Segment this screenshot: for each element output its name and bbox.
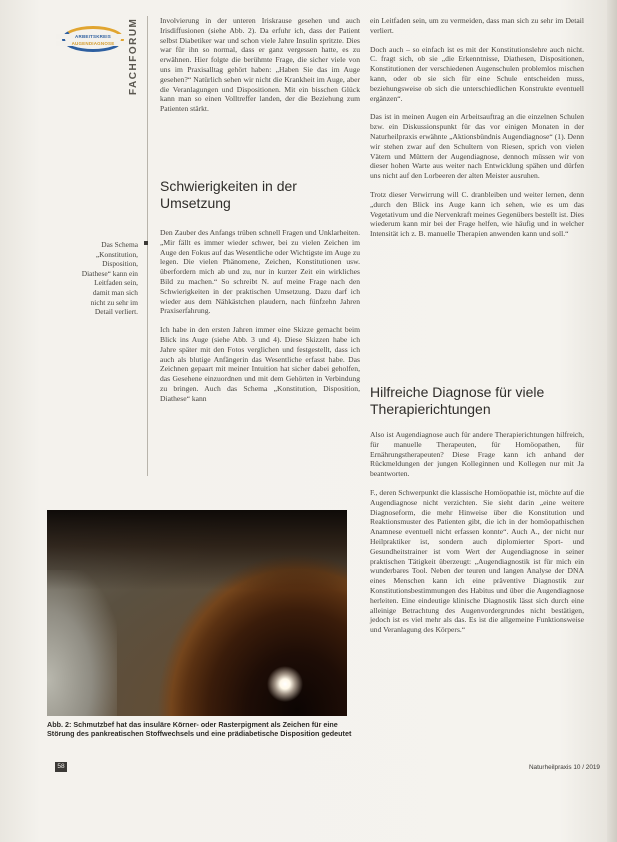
iris-photo [47, 510, 347, 716]
paragraph: Involvierung in der unteren Iriskrause gesehen und auch Irisdiffusionen (siehe Abb. 2). Da erfuhr ich, dass der Patient selbst Diabetiker war und schon viele Jahre Insulin spritzte. Dies war für ihn so normal, dass er ganz vergessen hatte, es zu erwähnen. Hier folgte die berühmte Frage, die sicher viele von uns im Praxisalltag gehört haben: „Haben Sie das im Auge gesehen?“ Natürlich sehen wir nicht die Krankheit im Auge, aber die Veranlagungen und Dispositionen. Mit ein bisschen Glück kann man so einen Volltreffer landen, der die Beziehung zum Patienten stärkt. [160, 16, 360, 114]
figure-caption: Abb. 2: Schmutzbef hat das insuläre Körner- oder Rasterpigment als Zeichen für eine Störung des pankreatischen Stoffwechsels und eine prädiabetische Disposition gedeutet [47, 720, 352, 739]
page-edge [607, 0, 617, 842]
section-label: FACHFORUM [128, 18, 139, 96]
column2-bottom [370, 430, 584, 644]
paragraph: Das ist in meinen Augen ein Arbeitsauftrag an die einzelnen Schulen bzw. ein Diskussionspunkt für das vor einigen Monaten in der Naturheilpraxis erwähnte „Aktionsbündnis Augendiagnose“ (1). Denn wir stehen zwar auf den Schultern von Riesen, sprich von vielen Vätern und Müttern der Augendiagnose, dennoch müssen wir von dieser hohen Warte aus weiter nach Entwicklung spähen und dürfen uns nicht auf den Lorbeeren der alten Meister ausruhen. [370, 112, 584, 181]
iris-photo-sclera [47, 570, 117, 716]
column1-intro [160, 16, 360, 123]
iris-photo-eyelid [47, 510, 347, 590]
logo-line2: AUGENDIAGNOSE [56, 41, 130, 46]
journal-footer: Naturheilpraxis 10 / 2019 [528, 764, 600, 771]
logo-arc-icon [62, 26, 124, 52]
arbeitskreis-logo [56, 26, 130, 52]
paragraph: Den Zauber des Anfangs trüben schnell Fragen und Unklarheiten. „Mir fällt es immer wieder schwer, bei zu vielen Zeichen im Auge den Fokus auf das Wesentliche oder Wichtigste im Auge zu legen. Die vielen Phänomene, Zeichen, Konstitutionen usw. überfordern mich ab und zu, nur in kurzer Zeit ein wirkliches Bild zu machen.“ So schreibt N. auf meine Frage nach den Schwierigkeiten in der praktischen Umsetzung. Dazu darf ich wieder aus dem Nähkästchen plaudern, nach fünfzehn Jahren Praxiserfahrung. [160, 228, 360, 316]
paragraph: ein Leitfaden sein, um zu vermeiden, dass man sich zu sehr im Detail verliert. [370, 16, 584, 35]
column2-top [370, 16, 584, 248]
paragraph: Trotz dieser Verwirrung will C. dranbleiben und weiter lernen, denn „durch den Blick ins Auge kann ich sehen, wie es um das Vegetativum und die Nervenkraft meines Gegenübers bestellt ist. Dies wiederum kann mir bei der Frage helfen, wie häufig und in welcher Intensität ich z. B. manuelle Therapien anwenden kann und soll.“ [370, 189, 584, 239]
heading-hilfreiche-diagnose: Hilfreiche Diagnose für viele Therapierichtungen [370, 384, 545, 417]
page-number: 58 [55, 762, 67, 772]
paragraph: Ich habe in den ersten Jahren immer eine Skizze gemacht beim Blick ins Auge (siehe Abb. 3 und 4). Diese Skizzen habe ich Jahre später mit den Fotos verglichen und festgestellt, dass ich auch als blutige Anfängerin das Wesentliche erfasst habe. Das Zeichnen gepaart mit meiner Intuition hat sicher dabei geholfen, das Gesehene einzuordnen und mit dem Gehörten in Verbindung zu bringen. Auch das Schema „Konstitution, Disposition, Diathese“ kann [160, 325, 360, 403]
heading-schwierigkeiten: Schwierigkeiten in der Umsetzung [160, 178, 297, 211]
logo-line1: ARBEITSKREIS [56, 34, 130, 39]
margin-note: Das Schema „Konstitution, Disposition, Diathese“ kann ein Leitfaden sein, damit man sich nicht zu sehr im Detail verliert. [81, 240, 138, 317]
paragraph: Also ist Augendiagnose auch für andere Therapierichtungen hilfreich, für manuelle Therapeuten, für Homöopathen, für Ernährungstherapeuten? Diese Frage kann ich anhand der Rückmeldungen der jungen Kolleginnen und Kollegen nur mit Ja beantworten. [370, 430, 584, 479]
column1-body [160, 228, 360, 413]
bullet-icon [144, 241, 148, 245]
divider [147, 16, 148, 476]
paragraph: Doch auch – so einfach ist es mit der Konstitutionslehre auch nicht. C. fragt sich, ob sie „die Erkenntnisse, Diathesen, Dispositionen, Konstitutionen der verschiedenen Augenschulen problemlos mischen kann, oder ob sie sich für eine Schule entscheiden muss, beziehungsweise ob sich die unterschiedlichen Konstrukte eventuell ergänzen“. [370, 44, 584, 103]
paragraph: F., deren Schwerpunkt die klassische Homöopathie ist, möchte auf die Augendiagnose nicht verzichten. Sie sieht darin „eine weitere Diagnoseform, die mehr Hinweise über die Konstitution und Reaktionsmuster des Patienten gibt, die ich in der homöopathischen Anamnese eventuell nicht erfassen konnte“. Auch A., der nicht nur Heilpraktiker ist, sondern auch diplomierter Sport- und Gesundheitstrainer ist vom Wert der Augendiagnose in seiner praktischen Tätigkeit überzeugt: „Augendiagnostik ist für mich ein wunderbares Tool. Neben der teuren und langen Analyse der DNA eines Menschen kann ich eine präventive Diagnostik zur Konstitutionsbestimmungen des Habitus und über die Augendiagnose herleiten. Eine eindeutige klinische Diagnostik lässt sich durch eine alleinige Betrachtung des Augenvordergrundes nicht bestätigen, jedoch ist es viel mehr als das. Es ist die allgemeine Funktionsweise und Veranlagung des Körpers.“ [370, 487, 584, 635]
